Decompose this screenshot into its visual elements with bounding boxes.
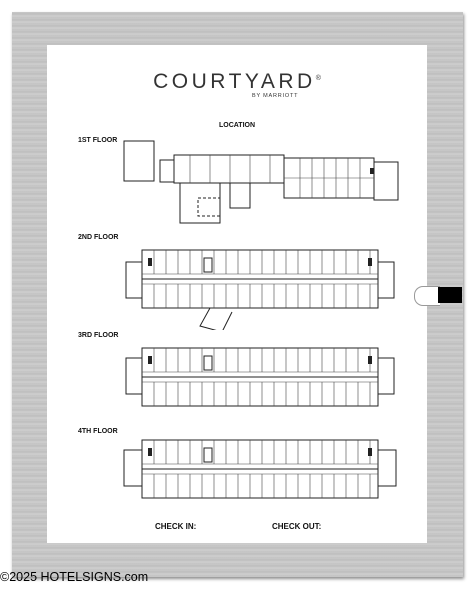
slider-tab-window [414,286,440,306]
copyright-text: ©2025 HOTELSIGNS.com [0,570,149,584]
floor-plan-3 [120,344,400,414]
location-label: LOCATION [219,122,256,129]
brand-subtitle: BY MARRIOTT [252,93,299,99]
brand-logo: COURTYARD® [153,70,321,93]
check-in-label: CHECK IN: [155,522,197,531]
floor-plan-1 [120,138,400,230]
floor-plan-2 [120,246,400,330]
floor-label-3: 3RD FLOOR [78,332,119,339]
floor-label-2: 2ND FLOOR [78,234,119,241]
slider-tab[interactable] [414,286,462,304]
floor-plan-4 [120,436,400,506]
slider-tab-indicator [438,287,462,303]
check-out-label: CHECK OUT: [272,522,322,531]
floor-label-4: 4TH FLOOR [78,428,118,435]
floor-label-1: 1ST FLOOR [78,137,118,144]
